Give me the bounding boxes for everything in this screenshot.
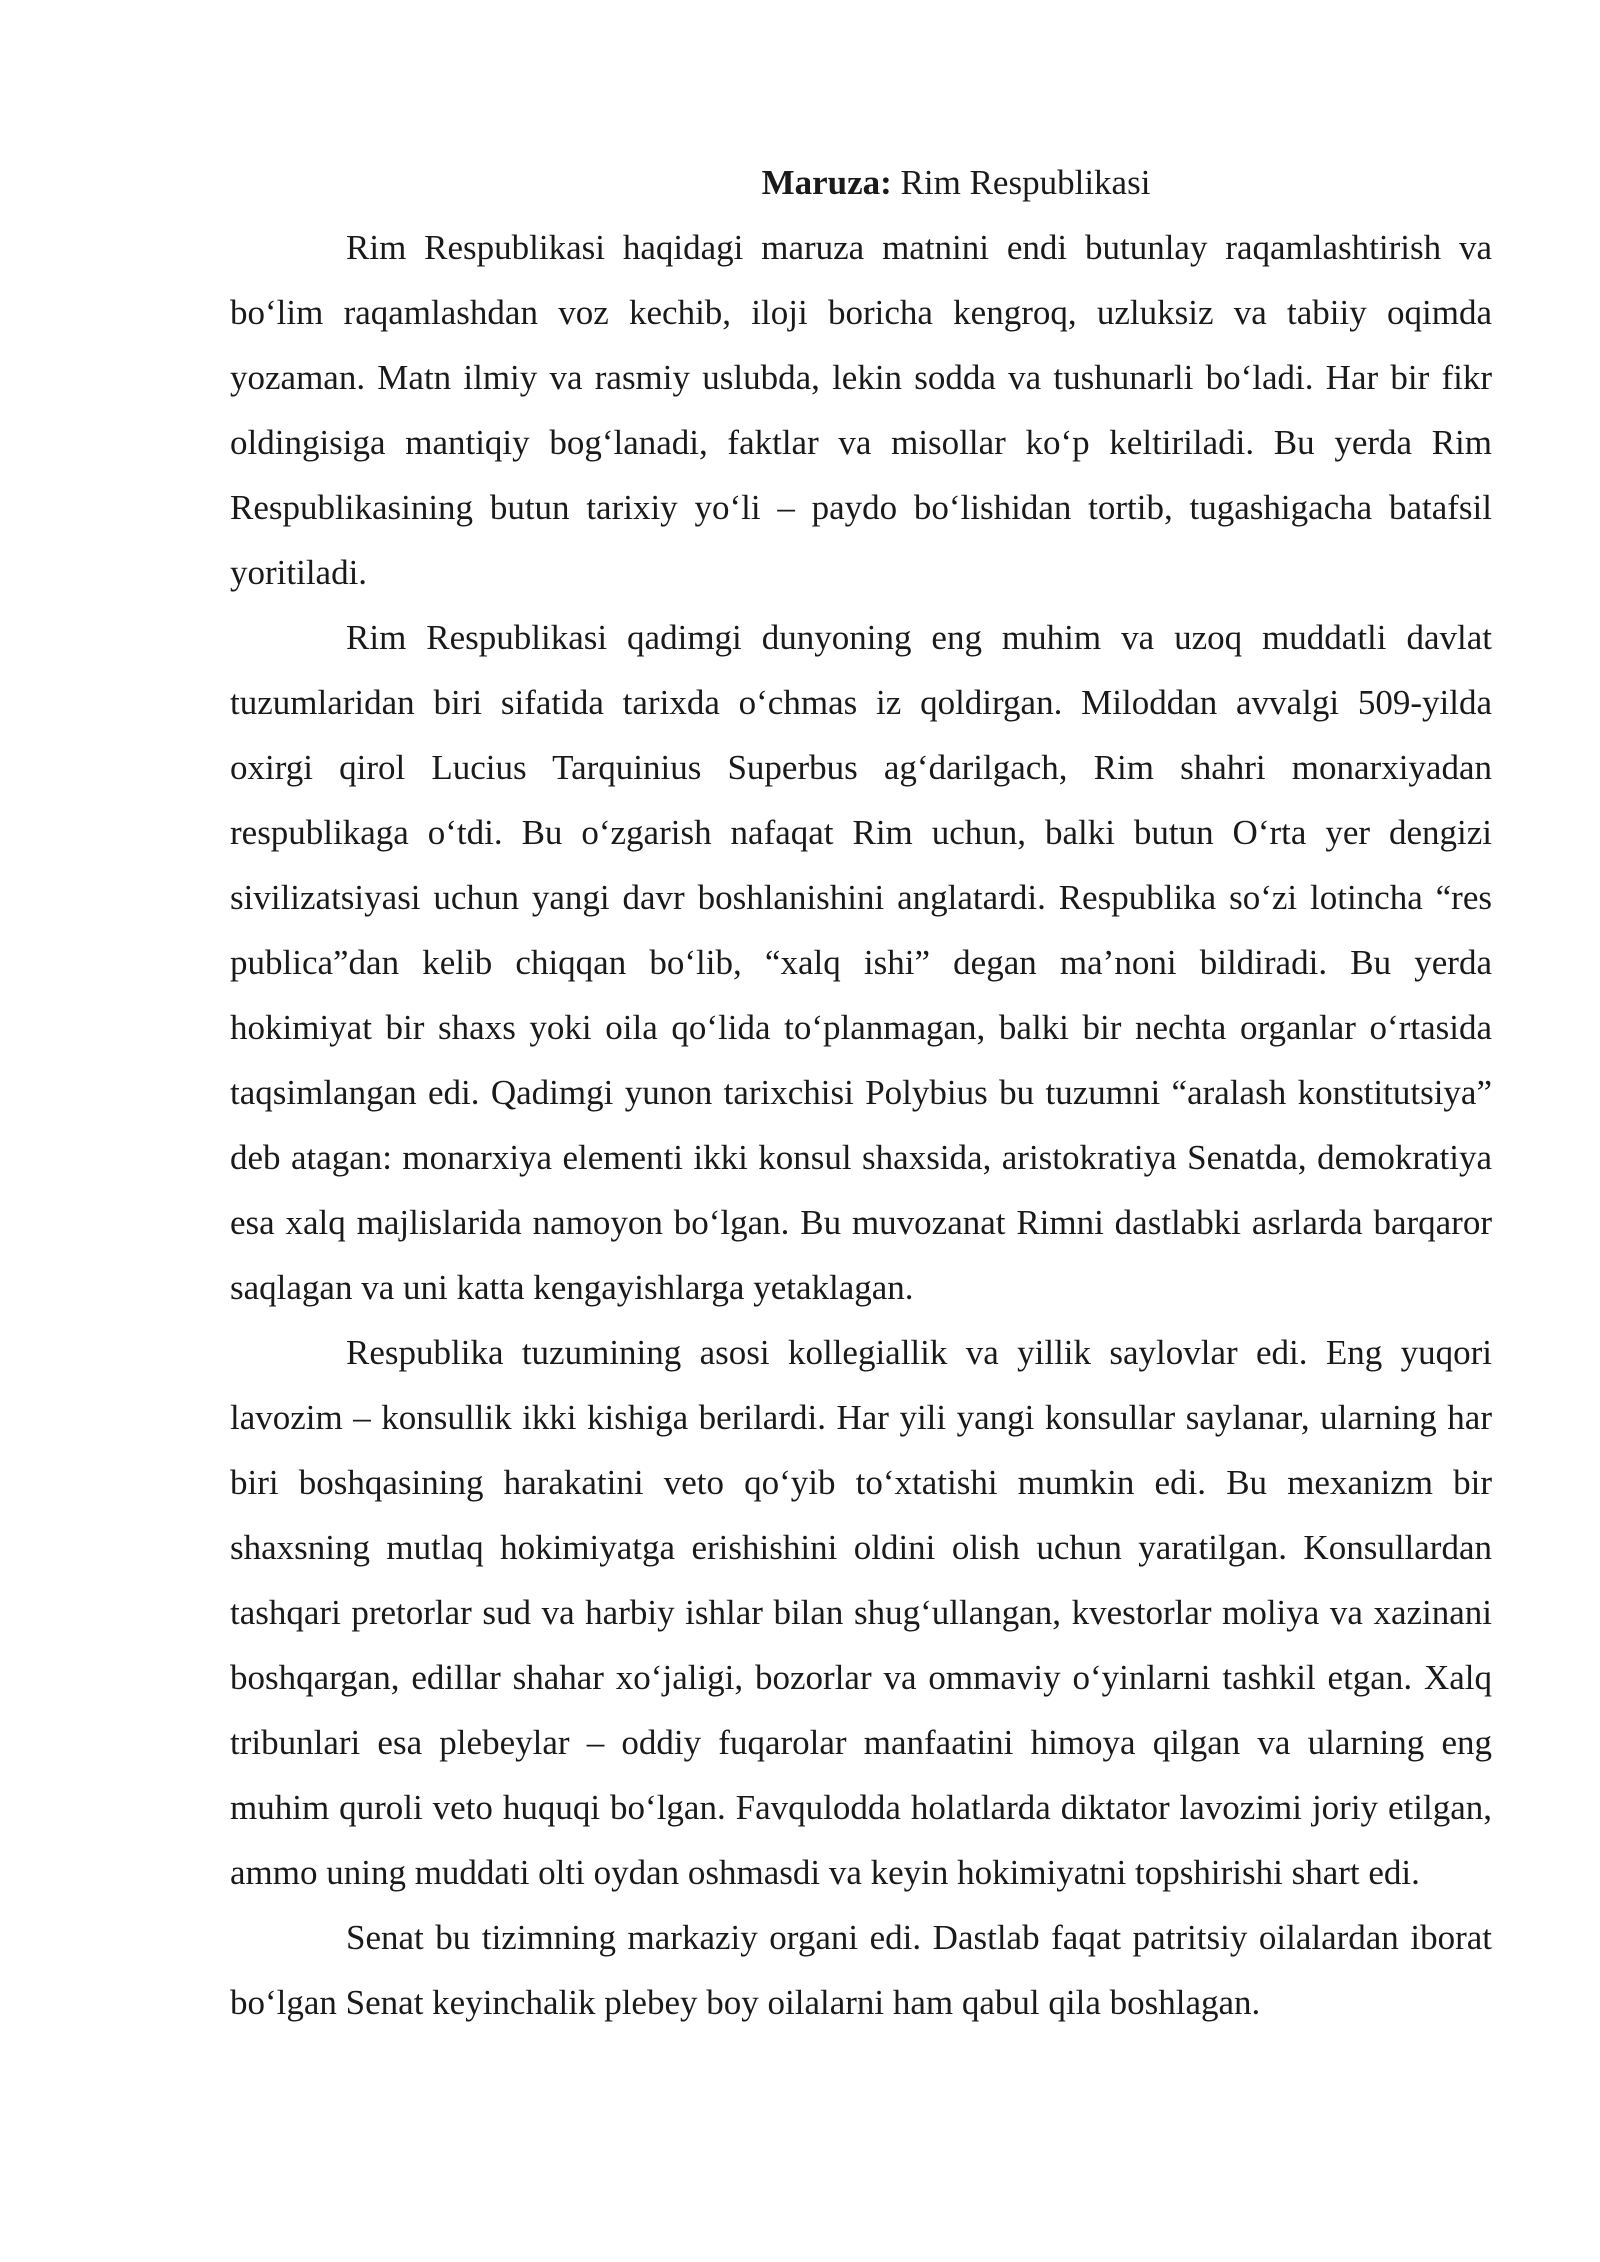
paragraph-1: Rim Respublikasi haqidagi maruza matnini endi butunlay raqamlashtirish va bo‘lim raqamlashdan voz kechib, iloji boricha kengroq, uzluksiz va tabiiy oqimda yozaman. Matn ilmiy va rasmiy uslubda, lekin sodda va tushunarli bo‘ladi. Har bir fikr oldingisiga mantiqiy bog‘lanadi, faktlar va misollar ko‘p keltiriladi. Bu yerda Rim Respublikasining butun tarixiy yo‘li – paydo bo‘lishidan tortib, tugashigacha batafsil yoritiladi. <box>230 228 1492 592</box>
document-page <box>230 150 1492 2035</box>
paragraph-4: Senat bu tizimning markaziy organi edi. Dastlab faqat patritsiy oilalardan iborat bo‘lgan Senat keyinchalik plebey boy oilalarni ham qabul qila boshlagan. <box>230 1918 1492 2022</box>
title-label: Maruza: <box>761 163 892 202</box>
paragraph-2: Rim Respublikasi qadimgi dunyoning eng muhim va uzoq muddatli davlat tuzumlaridan biri sifatida tarixda o‘chmas iz qoldirgan. Miloddan avvalgi 509-yilda oxirgi qirol Lucius Tarquinius Superbus ag‘darilgach, Rim shahri monarxiyadan respublikaga o‘tdi. Bu o‘zgarish nafaqat Rim uchun, balki butun O‘rta yer dengizi sivilizatsiyasi uchun yangi davr boshlanishini anglatardi. Respublika so‘zi lotincha “res publica”dan kelib chiqqan bo‘lib, “xalq ishi” degan ma’noni bildiradi. Bu yerda hokimiyat bir shaxs yoki oila qo‘lida to‘planmagan, balki bir nechta organlar o‘rtasida taqsimlangan edi. Qadimgi yunon tarixchisi Polybius bu tuzumni “aralash konstitutsiya” deb atagan: monarxiya elementi ikki konsul shaxsida, aristokratiya Senatda, demokratiya esa xalq majlislarida namoyon bo‘lgan. Bu muvozanat Rimni dastlabki asrlarda barqaror saqlagan va uni katta kengayishlarga yetaklagan. <box>230 618 1492 1307</box>
paragraph-3: Respublika tuzumining asosi kollegiallik va yillik saylovlar edi. Eng yuqori lavozim – konsullik ikki kishiga berilardi. Har yili yangi konsullar saylanar, ularning har biri boshqasining harakatini veto qo‘yib to‘xtatishi mumkin edi. Bu mexanizm bir shaxsning mutlaq hokimiyatga erishishini oldini olish uchun yaratilgan. Konsullardan tashqari pretorlar sud va harbiy ishlar bilan shug‘ullangan, kvestorlar moliya va xazinani boshqargan, edillar shahar xo‘jaligi, bozorlar va ommaviy o‘yinlarni tashkil etgan. Xalq tribunlari esa plebeylar – oddiy fuqarolar manfaatini himoya qilgan va ularning eng muhim quroli veto huquqi bo‘lgan. Favqulodda holatlarda diktator lavozimi joriy etilgan, ammo uning muddati olti oydan oshmasdi va keyin hokimiyatni topshirishi shart edi. <box>230 1333 1492 1892</box>
document-title <box>230 150 1492 215</box>
title-text: Rim Respublikasi <box>891 163 1151 202</box>
